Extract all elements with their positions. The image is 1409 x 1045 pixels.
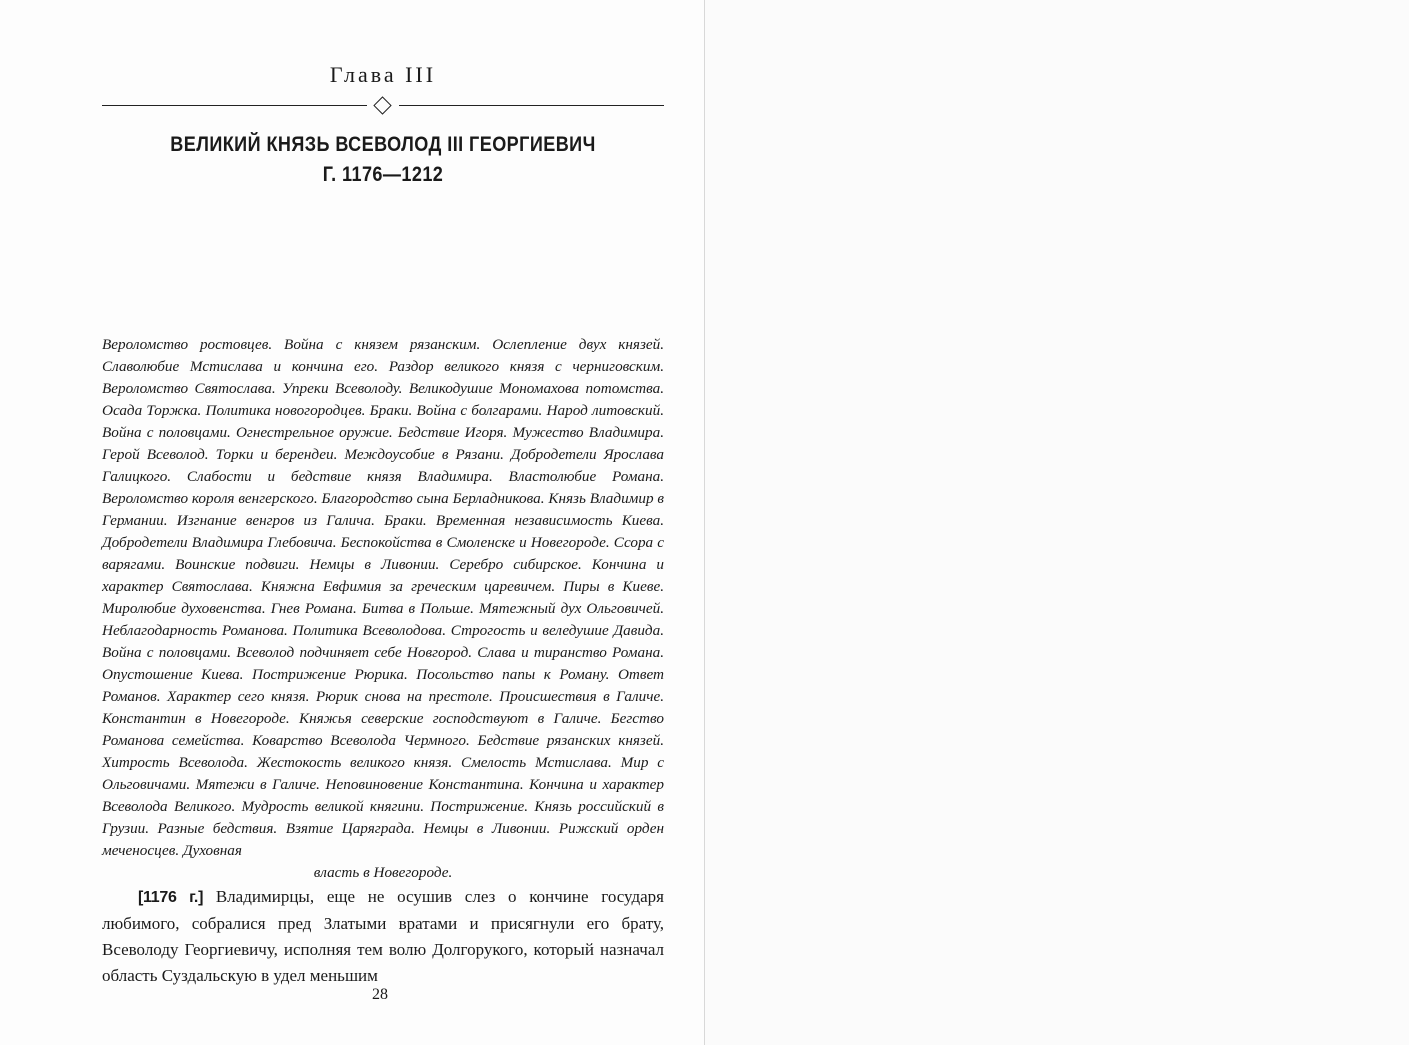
chapter-title-line1: ВЕЛИКИЙ КНЯЗЬ ВСЕВОЛОД III ГЕОРГИЕВИЧ (170, 133, 596, 156)
left-paragraph-text: Владимирцы, еще не осушив слез о кончине государя любимого, собралися пред Златыми вратами и присягнули его брату, Всеволоду Георгиевичу, исполняя тем волю Долгорукого, который назначал область Суздальскую в удел меньшим (102, 887, 665, 985)
diamond-icon (373, 96, 391, 114)
left-body-text (102, 884, 664, 989)
chapter-title-line2: Г. 1176—1212 (322, 163, 444, 186)
summary-last-line: власть в Новегороде. (313, 864, 453, 881)
page-number-left: 28 (372, 986, 388, 1003)
ornament-rule-left (102, 105, 367, 106)
chapter-title (140, 130, 627, 190)
chapter-label: Глава III (329, 62, 437, 87)
chapter-ornament (102, 96, 664, 116)
marginal-date: [1176 г.] (138, 889, 204, 906)
ornament-rule-right (399, 105, 664, 106)
left-paragraph (102, 884, 664, 989)
summary-text: Вероломство ростовцев. Война с князем рязанским. Ослепление двух князей. Славолюбие Мстислава и кончина его. Раздор великого князя с черниговским. Вероломство Святослава. Упреки Всеволоду. Великодушие Мономахова потомства. Осада Торжка. Политика новогородцев. Браки. Война с болгарами. Народ литовский. Война с половцами. Огнестрельное оружие. Бедствие Игоря. Мужество Владимира. Герой Всеволод. Торки и берендеи. Междоусобие в Рязани. Добродетели Ярослава Галицкого. Слабости и бедствие князя Владимира. Властолюбие Романа. Вероломство короля венгерского. Благородство сына Берладникова. Князь Владимир в Германии. Изгнание венгров из Галича. Браки. Временная независимость Киева. Добродетели Владимира Глебовича. Беспокойства в Смоленске и Новегороде. Ссора с варягами. Воинские подвиги. Немцы в Ливонии. Серебро сибирское. Кончина и характер Святослава. Княжна Евфимия за греческим царевичем. Пиры в Киеве. Миролюбие духовенства. Гнев Романа. Битва в Польше. Мятежный дух Ольговичей. Неблагодарность Романова. Политика Всеволодова. Строгость и веледушие Давида. Война с половцами. Всеволод подчиняет себе Новгород. Слава и тиранство Романа. Опустошение Киева. Пострижение Рюрика. Посольство папы к Роману. Ответ Романов. Характер сего князя. Рюрик снова на престоле. Происшествия в Галиче. Константин в Новегороде. Княжья северские господствуют в Галиче. Бегство Романова семейства. Коварство Всеволода Чермного. Бедствие рязанских князей. Хитрость Всеволода. Жестокость великого князя. Смелость Мстислава. Мир с Ольговичами. Мятежи в Галиче. Неповиновение Константина. Кончина и характер Всеволода Великого. Мудрость великой княгини. Пострижение. Князь российский в Грузии. Разные бедствия. Взятие Царяграда. Немцы в Ливонии. Рижский орден меченосцев. Духовная (102, 336, 664, 859)
chapter-summary (102, 334, 664, 884)
right-page (705, 0, 1409, 1045)
